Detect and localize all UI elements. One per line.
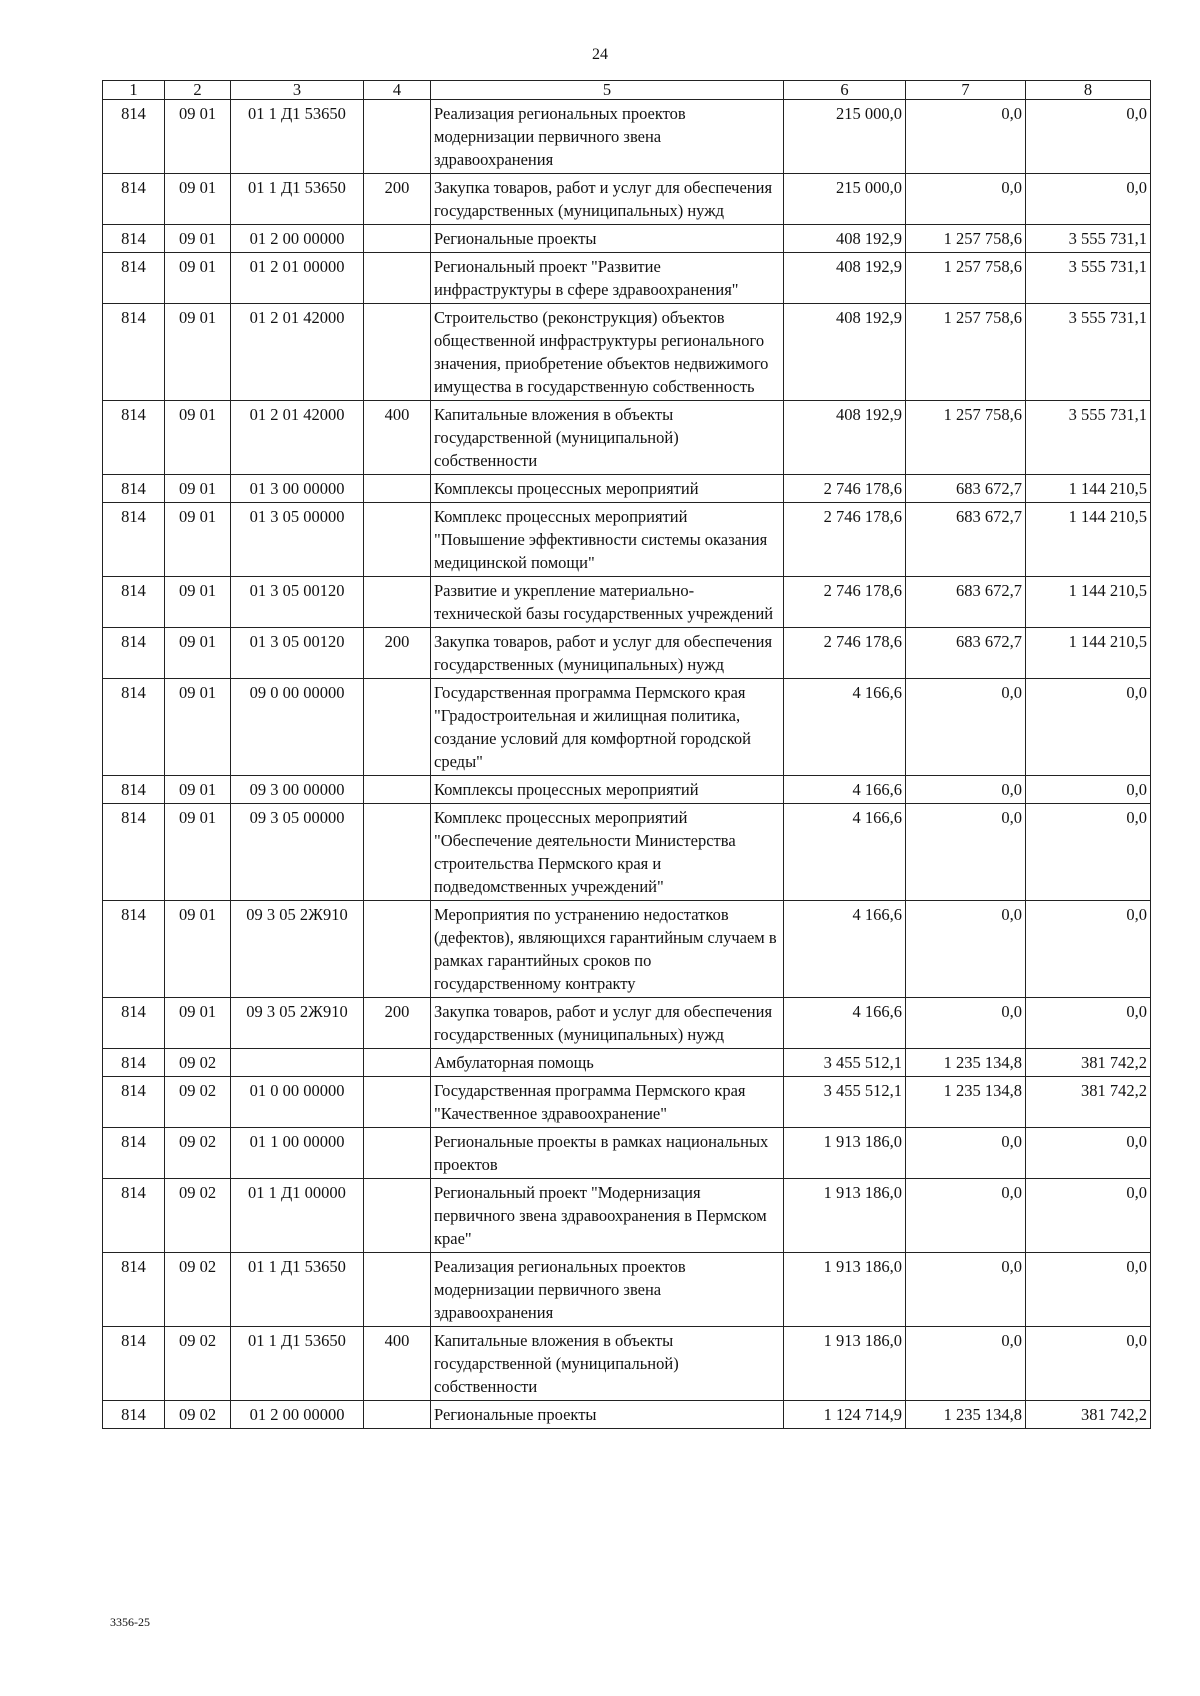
cell-target-article: 01 2 00 00000 <box>231 225 364 253</box>
cell-target-article: 01 3 00 00000 <box>231 475 364 503</box>
table-row <box>103 253 1151 304</box>
table-row <box>103 1128 1151 1179</box>
cell-admin-code: 814 <box>103 1049 165 1077</box>
cell-amount-7: 0,0 <box>906 1179 1026 1253</box>
col-header-5: 5 <box>431 81 784 100</box>
cell-section: 09 01 <box>165 475 231 503</box>
table-row <box>103 901 1151 998</box>
col-header-7: 7 <box>906 81 1026 100</box>
cell-admin-code: 814 <box>103 1253 165 1327</box>
cell-amount-6: 1 913 186,0 <box>784 1128 906 1179</box>
cell-expense-type <box>364 776 431 804</box>
cell-admin-code: 814 <box>103 1401 165 1429</box>
cell-target-article: 01 1 Д1 00000 <box>231 1179 364 1253</box>
cell-amount-8: 3 555 731,1 <box>1026 253 1151 304</box>
cell-expense-type <box>364 225 431 253</box>
cell-expense-type <box>364 1077 431 1128</box>
cell-expense-type <box>364 100 431 174</box>
cell-section: 09 01 <box>165 628 231 679</box>
table-row <box>103 475 1151 503</box>
cell-amount-8: 1 144 210,5 <box>1026 577 1151 628</box>
cell-description: Комплекс процессных мероприятий "Обеспечение деятельности Министерства строительства Пермского края и подведомственных учреждений" <box>431 804 784 901</box>
cell-description: Закупка товаров, работ и услуг для обеспечения государственных (муниципальных) нужд <box>431 628 784 679</box>
cell-section: 09 01 <box>165 679 231 776</box>
cell-section: 09 01 <box>165 503 231 577</box>
cell-amount-8: 1 144 210,5 <box>1026 628 1151 679</box>
cell-expense-type <box>364 1179 431 1253</box>
cell-amount-6: 4 166,6 <box>784 998 906 1049</box>
cell-admin-code: 814 <box>103 503 165 577</box>
cell-target-article: 01 2 01 42000 <box>231 304 364 401</box>
budget-table <box>102 80 1151 1429</box>
cell-section: 09 02 <box>165 1327 231 1401</box>
cell-amount-8: 0,0 <box>1026 1179 1151 1253</box>
table-row <box>103 1179 1151 1253</box>
cell-amount-6: 1 124 714,9 <box>784 1401 906 1429</box>
cell-target-article: 01 0 00 00000 <box>231 1077 364 1128</box>
cell-expense-type <box>364 804 431 901</box>
cell-description: Строительство (реконструкция) объектов общественной инфраструктуры регионального значения, приобретение объектов недвижимого имущества в государственную собственность <box>431 304 784 401</box>
cell-description: Закупка товаров, работ и услуг для обеспечения государственных (муниципальных) нужд <box>431 174 784 225</box>
cell-description: Региональные проекты <box>431 225 784 253</box>
cell-amount-6: 1 913 186,0 <box>784 1327 906 1401</box>
cell-admin-code: 814 <box>103 577 165 628</box>
cell-expense-type <box>364 1128 431 1179</box>
cell-section: 09 02 <box>165 1401 231 1429</box>
cell-expense-type <box>364 901 431 998</box>
cell-amount-7: 1 257 758,6 <box>906 225 1026 253</box>
cell-amount-7: 1 257 758,6 <box>906 253 1026 304</box>
cell-target-article: 01 1 Д1 53650 <box>231 100 364 174</box>
cell-admin-code: 814 <box>103 401 165 475</box>
table-row <box>103 304 1151 401</box>
cell-section: 09 01 <box>165 100 231 174</box>
table-row <box>103 1077 1151 1128</box>
cell-description: Закупка товаров, работ и услуг для обеспечения государственных (муниципальных) нужд <box>431 998 784 1049</box>
cell-description: Комплексы процессных мероприятий <box>431 776 784 804</box>
cell-expense-type <box>364 304 431 401</box>
cell-description: Региональный проект "Модернизация первичного звена здравоохранения в Пермском крае" <box>431 1179 784 1253</box>
cell-amount-6: 2 746 178,6 <box>784 628 906 679</box>
cell-expense-type: 200 <box>364 998 431 1049</box>
cell-section: 09 01 <box>165 304 231 401</box>
cell-admin-code: 814 <box>103 253 165 304</box>
cell-section: 09 02 <box>165 1179 231 1253</box>
cell-amount-7: 0,0 <box>906 1253 1026 1327</box>
cell-description: Государственная программа Пермского края "Градостроительная и жилищная политика, создание условий для комфортной городской среды" <box>431 679 784 776</box>
cell-description: Комплексы процессных мероприятий <box>431 475 784 503</box>
cell-amount-8: 0,0 <box>1026 1128 1151 1179</box>
cell-target-article: 01 2 00 00000 <box>231 1401 364 1429</box>
table-row <box>103 1253 1151 1327</box>
cell-amount-8: 3 555 731,1 <box>1026 304 1151 401</box>
cell-amount-7: 0,0 <box>906 100 1026 174</box>
cell-amount-7: 1 257 758,6 <box>906 304 1026 401</box>
cell-amount-7: 0,0 <box>906 1327 1026 1401</box>
cell-target-article: 01 3 05 00000 <box>231 503 364 577</box>
cell-expense-type: 400 <box>364 401 431 475</box>
cell-section: 09 01 <box>165 901 231 998</box>
cell-section: 09 02 <box>165 1077 231 1128</box>
cell-admin-code: 814 <box>103 1077 165 1128</box>
cell-amount-6: 408 192,9 <box>784 225 906 253</box>
cell-target-article: 09 0 00 00000 <box>231 679 364 776</box>
table-row <box>103 1049 1151 1077</box>
cell-admin-code: 814 <box>103 100 165 174</box>
document-code: 3356-25 <box>110 1615 150 1629</box>
cell-expense-type <box>364 253 431 304</box>
table-row <box>103 998 1151 1049</box>
cell-expense-type <box>364 1401 431 1429</box>
cell-amount-6: 4 166,6 <box>784 804 906 901</box>
table-row <box>103 503 1151 577</box>
cell-section: 09 02 <box>165 1049 231 1077</box>
cell-amount-7: 1 235 134,8 <box>906 1077 1026 1128</box>
cell-amount-7: 0,0 <box>906 1128 1026 1179</box>
cell-section: 09 01 <box>165 776 231 804</box>
cell-amount-8: 3 555 731,1 <box>1026 225 1151 253</box>
cell-amount-8: 381 742,2 <box>1026 1401 1151 1429</box>
cell-amount-7: 0,0 <box>906 901 1026 998</box>
col-header-4: 4 <box>364 81 431 100</box>
cell-amount-7: 0,0 <box>906 679 1026 776</box>
table-body <box>103 100 1151 1429</box>
cell-amount-6: 408 192,9 <box>784 253 906 304</box>
cell-admin-code: 814 <box>103 1327 165 1401</box>
cell-admin-code: 814 <box>103 901 165 998</box>
cell-target-article <box>231 1049 364 1077</box>
cell-amount-6: 215 000,0 <box>784 174 906 225</box>
cell-expense-type <box>364 475 431 503</box>
cell-amount-8: 3 555 731,1 <box>1026 401 1151 475</box>
cell-amount-7: 683 672,7 <box>906 628 1026 679</box>
cell-target-article: 09 3 00 00000 <box>231 776 364 804</box>
col-header-1: 1 <box>103 81 165 100</box>
cell-amount-8: 0,0 <box>1026 804 1151 901</box>
cell-amount-6: 4 166,6 <box>784 679 906 776</box>
cell-amount-7: 1 257 758,6 <box>906 401 1026 475</box>
cell-description: Региональные проекты <box>431 1401 784 1429</box>
page-number: 24 <box>592 46 608 63</box>
cell-amount-7: 0,0 <box>906 998 1026 1049</box>
cell-section: 09 02 <box>165 1253 231 1327</box>
cell-section: 09 01 <box>165 253 231 304</box>
cell-admin-code: 814 <box>103 776 165 804</box>
cell-target-article: 01 3 05 00120 <box>231 577 364 628</box>
cell-amount-8: 1 144 210,5 <box>1026 503 1151 577</box>
cell-amount-8: 0,0 <box>1026 174 1151 225</box>
cell-expense-type <box>364 1253 431 1327</box>
cell-description: Государственная программа Пермского края "Качественное здравоохранение" <box>431 1077 784 1128</box>
table-row <box>103 225 1151 253</box>
cell-amount-8: 1 144 210,5 <box>1026 475 1151 503</box>
cell-amount-8: 0,0 <box>1026 1253 1151 1327</box>
cell-amount-7: 1 235 134,8 <box>906 1401 1026 1429</box>
cell-expense-type <box>364 503 431 577</box>
cell-admin-code: 814 <box>103 225 165 253</box>
cell-target-article: 09 3 05 00000 <box>231 804 364 901</box>
cell-target-article: 01 1 Д1 53650 <box>231 1327 364 1401</box>
cell-amount-7: 0,0 <box>906 776 1026 804</box>
cell-description: Амбулаторная помощь <box>431 1049 784 1077</box>
cell-amount-8: 0,0 <box>1026 901 1151 998</box>
col-header-2: 2 <box>165 81 231 100</box>
cell-amount-8: 0,0 <box>1026 1327 1151 1401</box>
cell-target-article: 01 2 01 42000 <box>231 401 364 475</box>
cell-amount-7: 1 235 134,8 <box>906 1049 1026 1077</box>
table-row <box>103 628 1151 679</box>
cell-amount-7: 683 672,7 <box>906 577 1026 628</box>
header-row <box>103 81 1151 100</box>
table-row <box>103 804 1151 901</box>
cell-admin-code: 814 <box>103 1179 165 1253</box>
cell-description: Мероприятия по устранению недостатков (дефектов), являющихся гарантийным случаем в рамках гарантийных сроков по государственному контракту <box>431 901 784 998</box>
cell-admin-code: 814 <box>103 304 165 401</box>
cell-amount-6: 2 746 178,6 <box>784 475 906 503</box>
cell-description: Капитальные вложения в объекты государственной (муниципальной) собственности <box>431 401 784 475</box>
cell-amount-8: 381 742,2 <box>1026 1049 1151 1077</box>
table-row <box>103 100 1151 174</box>
col-header-8: 8 <box>1026 81 1151 100</box>
cell-amount-7: 683 672,7 <box>906 503 1026 577</box>
cell-description: Развитие и укрепление материально-технической базы государственных учреждений <box>431 577 784 628</box>
cell-amount-6: 408 192,9 <box>784 304 906 401</box>
cell-admin-code: 814 <box>103 628 165 679</box>
cell-section: 09 01 <box>165 225 231 253</box>
cell-admin-code: 814 <box>103 174 165 225</box>
cell-expense-type: 200 <box>364 628 431 679</box>
cell-amount-7: 683 672,7 <box>906 475 1026 503</box>
cell-admin-code: 814 <box>103 1128 165 1179</box>
cell-amount-7: 0,0 <box>906 174 1026 225</box>
cell-admin-code: 814 <box>103 679 165 776</box>
cell-amount-8: 381 742,2 <box>1026 1077 1151 1128</box>
cell-amount-6: 2 746 178,6 <box>784 503 906 577</box>
cell-amount-6: 2 746 178,6 <box>784 577 906 628</box>
cell-admin-code: 814 <box>103 475 165 503</box>
cell-expense-type: 400 <box>364 1327 431 1401</box>
cell-amount-6: 4 166,6 <box>784 776 906 804</box>
cell-amount-8: 0,0 <box>1026 100 1151 174</box>
cell-description: Реализация региональных проектов модернизации первичного звена здравоохранения <box>431 1253 784 1327</box>
cell-target-article: 01 1 00 00000 <box>231 1128 364 1179</box>
table-row <box>103 401 1151 475</box>
table-row <box>103 577 1151 628</box>
cell-amount-6: 4 166,6 <box>784 901 906 998</box>
cell-amount-6: 1 913 186,0 <box>784 1253 906 1327</box>
cell-target-article: 01 1 Д1 53650 <box>231 174 364 225</box>
cell-description: Региональный проект "Развитие инфраструктуры в сфере здравоохранения" <box>431 253 784 304</box>
table-row <box>103 1401 1151 1429</box>
cell-section: 09 01 <box>165 804 231 901</box>
cell-expense-type <box>364 1049 431 1077</box>
cell-expense-type <box>364 679 431 776</box>
cell-section: 09 01 <box>165 577 231 628</box>
cell-expense-type <box>364 577 431 628</box>
cell-admin-code: 814 <box>103 998 165 1049</box>
table-row <box>103 679 1151 776</box>
cell-target-article: 09 3 05 2Ж910 <box>231 901 364 998</box>
cell-section: 09 01 <box>165 174 231 225</box>
cell-amount-8: 0,0 <box>1026 679 1151 776</box>
cell-target-article: 01 2 01 00000 <box>231 253 364 304</box>
cell-amount-6: 1 913 186,0 <box>784 1179 906 1253</box>
table-row <box>103 776 1151 804</box>
cell-description: Региональные проекты в рамках национальных проектов <box>431 1128 784 1179</box>
cell-description: Реализация региональных проектов модернизации первичного звена здравоохранения <box>431 100 784 174</box>
cell-expense-type: 200 <box>364 174 431 225</box>
cell-target-article: 01 1 Д1 53650 <box>231 1253 364 1327</box>
cell-section: 09 01 <box>165 401 231 475</box>
cell-amount-8: 0,0 <box>1026 998 1151 1049</box>
col-header-3: 3 <box>231 81 364 100</box>
cell-description: Комплекс процессных мероприятий "Повышение эффективности системы оказания медицинской помощи" <box>431 503 784 577</box>
cell-description: Капитальные вложения в объекты государственной (муниципальной) собственности <box>431 1327 784 1401</box>
cell-amount-8: 0,0 <box>1026 776 1151 804</box>
cell-amount-6: 408 192,9 <box>784 401 906 475</box>
cell-amount-7: 0,0 <box>906 804 1026 901</box>
cell-amount-6: 3 455 512,1 <box>784 1049 906 1077</box>
cell-section: 09 01 <box>165 998 231 1049</box>
table-row <box>103 1327 1151 1401</box>
cell-admin-code: 814 <box>103 804 165 901</box>
cell-amount-6: 3 455 512,1 <box>784 1077 906 1128</box>
cell-amount-6: 215 000,0 <box>784 100 906 174</box>
col-header-6: 6 <box>784 81 906 100</box>
cell-section: 09 02 <box>165 1128 231 1179</box>
cell-target-article: 01 3 05 00120 <box>231 628 364 679</box>
table-row <box>103 174 1151 225</box>
cell-target-article: 09 3 05 2Ж910 <box>231 998 364 1049</box>
